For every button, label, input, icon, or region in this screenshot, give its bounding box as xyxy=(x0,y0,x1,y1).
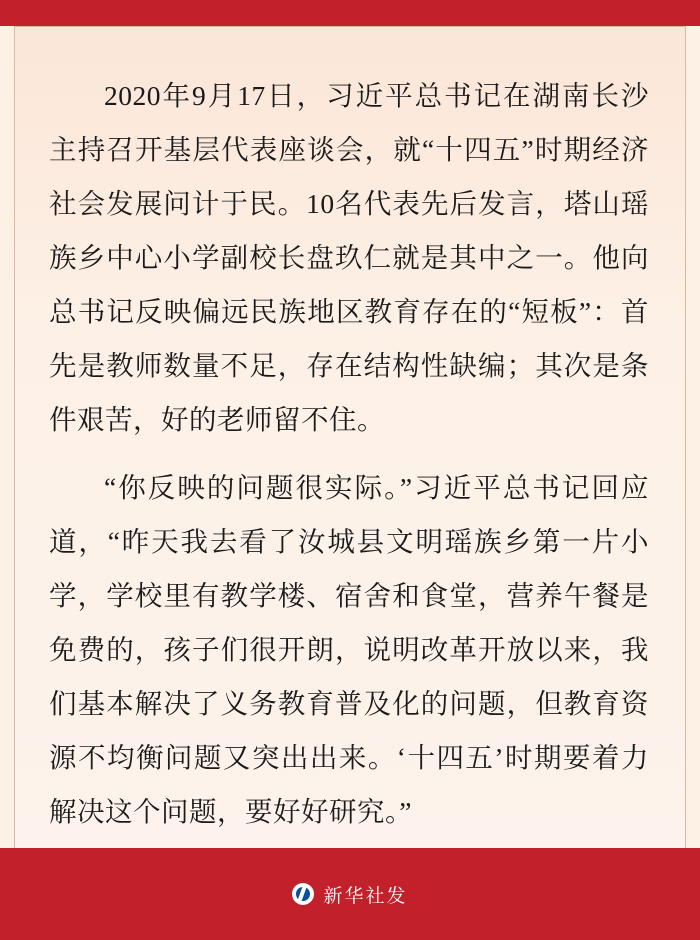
xinhua-logo-icon xyxy=(292,883,314,905)
page-surface xyxy=(14,26,686,872)
paragraph-2: “你反映的问题很实际。”习近平总书记回应道，“昨天我去看了汝城县文明瑶族乡第一片小学，学校里有教学楼、宿舍和食堂，营养午餐是免费的，孩子们很开朗，说明改革开放以来，我们基本解决了义务教育普及化的问题，但教育资源不均衡问题又突出出来。‘十四五’时期要着力解决这个问题，要好好研究。” xyxy=(49,472,649,827)
footer-bar xyxy=(0,848,700,940)
footer-credit-label: 新华社发 xyxy=(323,885,408,907)
paragraph-1: 2020年9月17日，习近平总书记在湖南长沙主持召开基层代表座谈会，就“十四五”时期经济社会发展问计于民。10名代表先后发言，塔山瑶族乡中心小学副校长盘玖仁就是其中之一。他向总书记反映偏远民族地区教育存在的“短板”：首先是教师数量不足，存在结构性缺编；其次是条件艰苦，好的老师留不住。 xyxy=(49,80,649,435)
article-content xyxy=(49,69,649,829)
footer-credit xyxy=(292,881,407,908)
